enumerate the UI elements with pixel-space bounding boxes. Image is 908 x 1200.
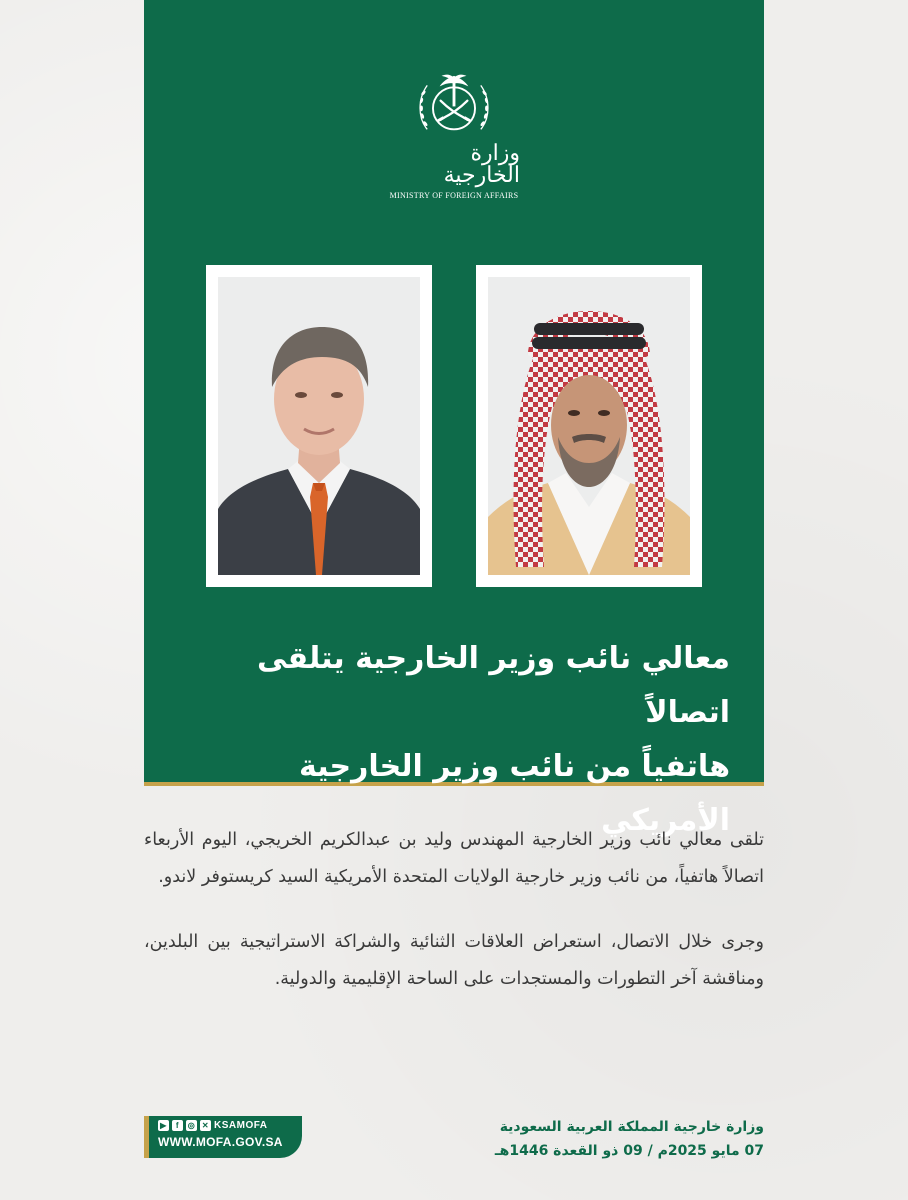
ministry-name-english: MINISTRY OF FOREIGN AFFAIRS (389, 191, 519, 200)
website-link[interactable]: WWW.MOFA.GOV.SA (158, 1135, 283, 1149)
body-paragraph-1: تلقى معالي نائب وزير الخارجية المهندس وليد بن عبدالكريم الخريجي، اليوم الأربعاء اتصالاً هاتفياً، من نائب وزير خارجية الولايات المتحدة الأمريكية السيد كريستوفر لاندو. (144, 830, 764, 887)
portrait-saudi-deputy-minister (488, 277, 690, 575)
body-paragraph-2: وجرى خلال الاتصال، استعراض العلاقات الثنائية والشراكة الاستراتيجية بين البلدين، ومناقشة آخر التطورات والمستجدات على الساحة الإقليمية والدولية. (144, 932, 764, 989)
headline-line-1: معالي نائب وزير الخارجية يتلقى اتصالاً (256, 641, 730, 730)
instagram-icon[interactable]: ◎ (187, 1121, 196, 1130)
portrait-us-deputy-secretary (218, 277, 420, 575)
ministry-name-arabic: وزارة الخارجية (443, 141, 520, 188)
youtube-icon[interactable]: ▶ (158, 1120, 169, 1131)
footer-org-date (404, 1115, 764, 1163)
footer-org-name: وزارة خارجية المملكة العربية السعودية (499, 1119, 764, 1135)
social-row (158, 1120, 294, 1131)
social-badge[interactable] (144, 1116, 302, 1158)
social-handle: KSAMOFA (214, 1120, 268, 1131)
ministry-logo (388, 72, 520, 200)
portrait-man-suit-icon (218, 277, 420, 575)
news-body (144, 822, 764, 1026)
news-headline (170, 632, 730, 848)
portrait-man-shemagh-icon (488, 277, 690, 575)
photo-frame-us-deputy-secretary (206, 265, 432, 587)
palm-swords-emblem-icon (412, 72, 496, 137)
footer-date: 07 مايو 2025م / 09 ذو القعدة 1446هـ (494, 1143, 764, 1159)
x-icon[interactable]: ✕ (201, 1121, 210, 1130)
headline-line-2: هاتفياً من نائب وزير الخارجية الأمريكي (299, 749, 730, 838)
facebook-icon[interactable]: f (172, 1120, 183, 1131)
badge-gold-stripe (144, 1116, 149, 1158)
photo-frame-saudi-deputy-minister (476, 265, 702, 587)
